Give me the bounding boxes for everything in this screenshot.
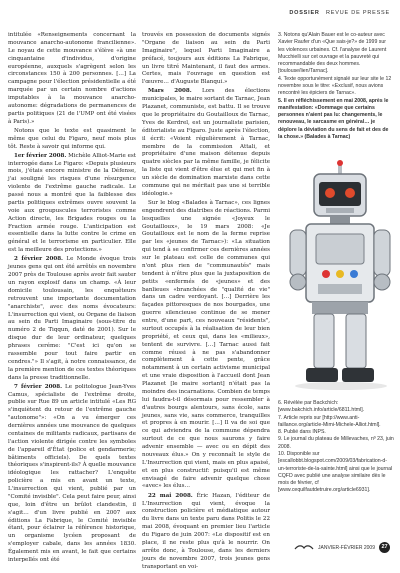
issue-date: JANVIER-FÉVRIER 2009 — [318, 544, 375, 551]
page-number: 27 — [379, 542, 390, 553]
paragraph: Sur le blog «Balades à Tarnac», ces lignes engendrent des diatribes de réactions. Parmi lesquelles une signée «Joyeux le Goutailloux», le 19 mars 2008: «Je Goutailloux est le nom de la ferme reprise par les «jeunes de Tarnac»): «La situation qui tend à se confirmer ces dernières années sur le plateau est celle de communes qui n'ont plus rien de "communautés" mais tendent à n'être plus que la juxtaposition de petits «enfermés de «jeunes» et des banlieues «branchées de "qualité de vie" dans un cadre verdoyant. […] Derrière les façades pittoresques de nos bourgades, une guerre silencieuse continue de se mener entre, d'une part, ces nouveaux "résidents", surtout occupés à la réalisation de leur bien propriété, et ceux qui, dans les «milieux», tentent de survivre. […] Tarnac aussi fait comme réussi à ne pas s'abandonner complètement à cette pente, grâce notamment à un certain activisme municipal et une vraie disposition à l'accueil dont Jean Plazanet [le maire sortant] n'était pas la moindre des incarnations. Combien de temps lui faudra-t-il désormais pour ressembler à d'autres bourgs alentours, sans école, sans jeunes, sans vie, sans commerce, tranquilles et propres à en mourir. […] Il va de soi que ce qui adviendra de la commune dépendra surtout de ce que nous saurons y faire advenir ensemble — avec ou en dépit des nouveaux élus.» On y reconnaît le style de L'Insurrection qui vient, mais en plus apaisé, et en plus constructif: puisqu'il est même envisagé de faire advenir quelque chose «avec» les élus… — [142, 199, 270, 490]
entry-text: Michèle Alliot-Marie est interrogée dans Le Figaro: «Depuis plusieurs mois, j'étais encore ministre de la Défense, j'ai souligné les risques d'une résurgence violente de l'extrême gauche radicale. Le passé nous a montré que la faiblesse des partis politiques extrêmes ouvre souvent la voie aux groupuscules terroristes comme Action directe, les Brigades rouges ou la Fraction armée rouge. L'anticipation est essentielle dans la lutte contre le crime en général et le terrorisme en particulier. Elle est la meilleure des protections.» — [8, 152, 136, 254]
entry-date: Mars 2008. — [148, 88, 192, 95]
footnote: 8. Publié dans INPS. — [278, 429, 326, 436]
entry-text: Le politologue Jean-Yves Camus, spécialiste de l'extrême droite, publie sur Rue 89 un article intitulé «Les RG s'inquiètent du retour de l'extrême gauche "autonome"»: «On a vu émerger ces dernières années une mouvance de quelques centaines de militants radicaux, partisans de l'action violente dirigée contre les symboles de l'appareil d'État (police et gendarmerie; bâtiments officiels). De quels textes théoriques s'inspirent-ils? À quelle mouvance idéologique les rattacher? L'enquête policière a mis en avant un texte, L'insurrection qui vient, publié par un "Comité invisible". Cela peut faire peur, ainsi que, loin d'être un brûlot clandestin, il s'agit… d'un livre publié en 2007 aux éditions La Fabrique, le Comité invisible étant, pour éclairer la référence historique, un organisme lycéen proposant de s'employer cabale, dans les années 1830. Également mis en avant, le fait que certains interpellés ont été — [8, 383, 137, 563]
dated-paragraph — [8, 153, 136, 255]
section-title: REVUE DE PRESSE — [326, 10, 390, 16]
section-label: DOSSIER — [289, 10, 320, 16]
footnote: 10. Disponible sur [escallobbt.blogspot.com/2009/03/fabrication-d-un-terroriste-de-la-sainte.html] ainsi que le journal CQFD avec publié une analyse similaire dès le mois de février, cf [www.cequilfautdetruire.org/article6931]. — [278, 450, 393, 494]
footnotes-bottom — [278, 400, 394, 495]
entry-date: 2 février 2008. — [14, 256, 63, 263]
page-footer — [294, 542, 390, 553]
entry-text: Éric Hazan, l'éditeur de L'Insurrection qui vient, évoque la construction policière et médiatique autour du livre dans un texte paru dans Politis le 22 mai 2008, évoquant en premier lieu l'article du Figaro de juin 2007: «Le dispositif est en place, il ne reste plus qu'à le nourrir. On arrête donc, à Toulouse, dans les derniers jours de novembre 2007, trois jeunes gens transportant en voi- — [142, 492, 270, 570]
footnote: 4. Texte opportunément signalé sur leur site le 12 novembre sous le titre: «Exclusif, nous avions rencontré les épiciers de Tarnac». — [278, 75, 392, 97]
magazine-logo-icon — [294, 544, 314, 551]
footnote: 6. Révélée par Backchich: [www.bakchich.info/article/6811.html]. — [278, 400, 365, 414]
dated-paragraph — [8, 384, 136, 565]
dated-paragraph — [8, 256, 136, 382]
article-column-1 — [8, 32, 136, 566]
paragraph: trouvés en possession de documents signés "Organe de liaison au sein du Parti Imaginaire", lequel Parti Imaginaire a préfacé, toujours aux éditions La Fabrique, un livre titré Maintenant, il faut des armes. Certes, mais l'ouvrage en question est l'œuvre… d'Auguste Blanqui.» — [142, 32, 270, 86]
dated-paragraph — [142, 493, 270, 572]
entry-date: 22 mai 2008. — [148, 492, 193, 499]
paragraph: Notons que le texte est quasiment le même que celui du Figaro, neuf mois plus tôt. Reste à savoir qui informe qui. — [8, 127, 136, 150]
footnote: 5. Il en réfléchissement en mai 2008, après le manifestation: «Dommage que certains personnes n'aient pas lu: changements, le renouveau, le sarcasme en général… je déplore la déviation du sens de fait et des de la chose.» (Balades à Tarnac) — [278, 97, 389, 140]
dated-paragraph — [142, 88, 270, 198]
entry-text: Le Monde évoque trois jeunes gens qui ont été arrêtés en novembre 2007 près de Toulouse après avoir fait sauter un rayon explosif dans un champ. «À leur domicile toulousain, les enquêteurs retrouvent une importante documentation "anarchiste", avec des noms évocateurs: L'insurrection qui vient, ou Organe de liaison au sein du Parti Imaginaire (sous-titre du numéro 2 de Tiqqun, daté de 2001). Sur le disque dur de leur ordinateur, quelques phrases ceréme: "C'est ici qu'on se rassemble pour tout faire partir en cendres."» Il s'agit, à notre connaissance, de la première mention de ces textes théoriques dans la presse traditionnelle. — [8, 256, 136, 381]
footnote: 3. Notons qu'Alain Bauer est le co-auteur avec Xavier Raufer d'un «Que sais-je?» de 1999 sur les violences urbaines. Cf. l'analyse de Laurent Mucchielli sur cet ouvrage et la pauvreté qui recommandable des deux hommes. [toulouse/lien/Tarnac]. — [278, 32, 387, 75]
tin-robot-illustration — [286, 160, 400, 392]
entry-date: 7 février 2008. — [14, 383, 63, 390]
paragraph: intitulée «Renseignements concernant la mouvance anarcho-autonome francilienne». Le noyau de cette mouvance s'élève «à une cinquantaine d'individus, d'origine européenne, auxquels s'agrègent selon les circonstances 150 à 200 personnes. […] La campagne pour l'élection présidentielle a été marquée par un certain nombre d'actions imputables à la mouvance anarcho-autonome: dégradations de permanences de partis politiques (21 de l'UMP ont été visées à Paris).» — [8, 32, 136, 125]
footnotes-top — [278, 32, 394, 141]
page-header — [289, 10, 390, 16]
footnote: 9. Le journal du plateau de Millevaches, nº 23, juin 2008. — [278, 436, 394, 450]
robot-icon — [286, 160, 400, 392]
article-column-2 — [142, 32, 270, 573]
entry-text: Lors des élections municipales, le maire sortant de Tarnac, Jean Plazanet, communiste, est battu. Il se trouve que le propriétaire du Goutailloux de Tarnac, Yves de Kerdrel, est un journaliste parisien, éditorialiste au Figaro. Juste après l'élection, il écrit: «Voient régulièrement à Tarnac, membre de la commission Attali, et propriétaire d'une maison détenue depuis quatre siècles par la même famille, je félicite la liste qui vient d'être élue et qui met fin à un siècle de domination marxiste dans cette commune qui ne méritait pas une si terrible idéologie.» — [142, 88, 270, 197]
entry-date: 1er février 2008. — [14, 152, 67, 159]
footnote: 7. Article repris sur [http://www.anti-faillance.org/article-Mimi-Michele-Alliot.html]. — [278, 414, 381, 428]
